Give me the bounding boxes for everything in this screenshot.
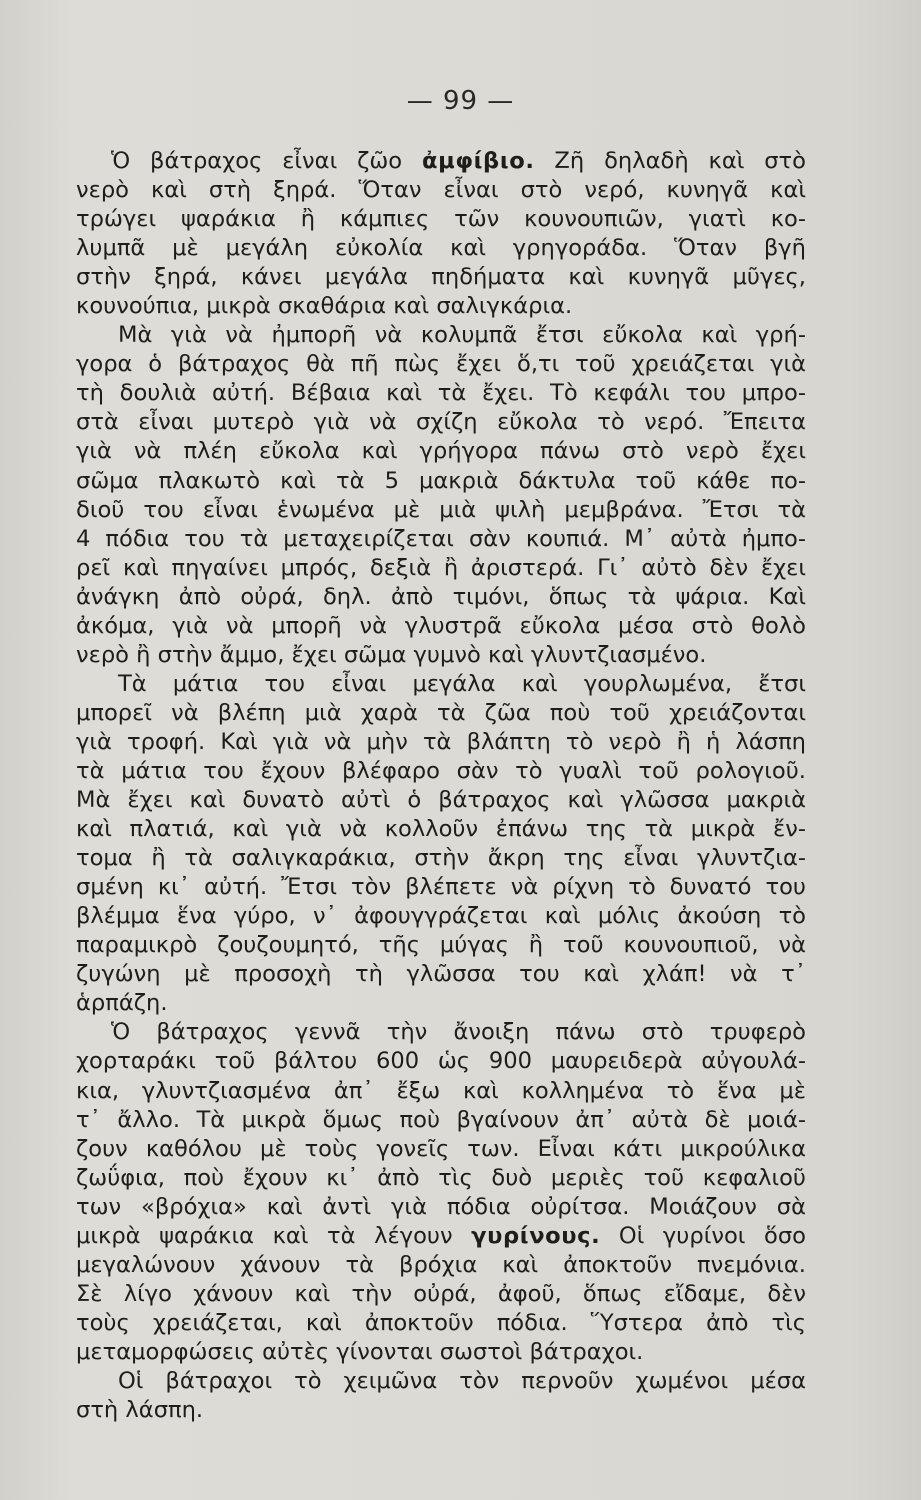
text-line: χορταράκι τοῦ βάλτου 600 ὡς 900 μαυρειδερὰ αὐγουλά-	[76, 1048, 806, 1075]
text-line: μικρὰ ψαράκια καὶ τὰ λέγουν γυρίνους. Οἱ γυρίνοι ὅσο	[76, 1222, 806, 1249]
text-line: στὰ εἶναι μυτερὸ γιὰ νὰ σχίζη εὔκολα τὸ νερό. Ἔπειτα	[76, 409, 806, 436]
text-line: 4 πόδια του τὰ μεταχειρίζεται σὰν κουπιά. Μ᾽ αὐτὰ ἠμπο-	[76, 525, 806, 552]
text-line: τομα ἢ τὰ σαλιγκαράκια, στὴν ἄκρη της εἶναι γλυντζια-	[76, 845, 806, 872]
text-line: τὴ δουλιὰ αὐτή. Βέβαια καὶ τὰ ἔχει. Τὸ κεφάλι του μπρο-	[76, 380, 806, 407]
text-line: Μὰ γιὰ νὰ ἠμπορῆ νὰ κολυμπᾶ ἔτσι εὔκολα καὶ γρή-	[118, 322, 806, 349]
text-line: ρεῖ καὶ πηγαίνει μπρός, δεξιὰ ἢ ἀριστερά. Γι᾽ αὐτὸ δὲν ἔχει	[76, 554, 806, 581]
text-line: ἁρπάζη.	[76, 990, 168, 1017]
text-line: σῶμα πλακωτὸ καὶ τὰ 5 μακριὰ δάκτυλα τοῦ κάθε πο-	[76, 467, 806, 494]
text-line: βλέμμα ἕνα γύρο, ν᾽ ἀφουγγράζεται καὶ μόλις ἀκούση τὸ	[76, 903, 806, 930]
text-line: σμένη κι᾽ αὐτή. Ἔτσι τὸν βλέπετε νὰ ρίχνη τὸ δυνατό του	[76, 874, 806, 901]
body-text	[76, 147, 806, 1425]
text-line: Ὁ βάτραχος εἶναι ζῶο ἀμφίβιο. Ζῆ δηλαδὴ καὶ στὸ	[111, 148, 806, 174]
text-line: ἀκόμα, γιὰ νὰ μπορῆ νὰ γλυστρᾶ εὔκολα μέσα στὸ θολὸ	[76, 612, 806, 639]
text-line: τὰ μάτια του ἔχουν βλέφαρο σὰν τὸ γυαλὶ τοῦ ρολογιοῦ.	[76, 757, 806, 784]
text-line: μεταμορφώσεις αὐτὲς γίνονται σωστοὶ βάτραχοι.	[76, 1338, 644, 1365]
text-line: μεγαλώνουν χάνουν τὰ βρόχια καὶ ἀποκτοῦν πνεμόνια.	[76, 1251, 806, 1278]
text-line: ζουν καθόλου μὲ τοὺς γονεῖς των. Εἶναι κάτι μικρούλικα	[76, 1135, 806, 1162]
text-line: νερὸ ἢ στὴν ἄμμο, ἔχει σῶμα γυμνὸ καὶ γλυντζιασμένο.	[76, 641, 707, 668]
text-line: στὴ λάσπη.	[76, 1397, 204, 1424]
text-line: γορα ὁ βάτραχος θὰ πῆ πὼς ἔχει ὅ,τι τοῦ χρειάζεται γιὰ	[76, 351, 806, 378]
bold-term: ἀμφίβιο.	[422, 148, 535, 174]
text-line: Μὰ ἔχει καὶ δυνατὸ αὐτὶ ὁ βάτραχος καὶ γλῶσσα μακριὰ	[76, 787, 806, 814]
text-line: στὴν ξηρά, κάνει μεγάλα πηδήματα καὶ κυνηγᾶ μῦγες,	[76, 264, 806, 291]
text-line: τοὺς χρειάζεται, καὶ ἀποκτοῦν πόδια. Ὕστερα ἀπὸ τὶς	[76, 1309, 806, 1336]
bold-term: γυρίνους.	[471, 1222, 601, 1249]
text-line: κια, γλυντζιασμένα ἀπ᾽ ἔξω καὶ κολλημένα τὸ ἕνα μὲ	[76, 1077, 806, 1104]
text-line: ζωΰφια, ποὺ ἔχουν κι᾽ ἀπὸ τὶς δυὸ μεριὲς τοῦ κεφαλιοῦ	[76, 1164, 806, 1191]
text-line: μπορεῖ νὰ βλέπη μιὰ χαρὰ τὰ ζῶα ποὺ τοῦ χρειάζονται	[76, 699, 806, 726]
text-line: τ᾽ ἄλλο. Τὰ μικρὰ ὅμως ποὺ βγαίνουν ἀπ᾽ αὐτὰ δὲ μοιά-	[76, 1106, 806, 1133]
text-line: κουνούπια, μικρὰ σκαθάρια καὶ σαλιγκάρια.	[76, 293, 573, 320]
text-line: καὶ πλατιά, καὶ γιὰ νὰ κολλοῦν ἐπάνω της τὰ μικρὰ ἔν-	[76, 816, 806, 843]
text-line: παραμικρὸ ζουζουμητό, τῆς μύγας ἢ τοῦ κουνουπιοῦ, νὰ	[76, 932, 806, 959]
page-number: — 99 —	[406, 86, 515, 116]
text-line: λυμπᾶ μὲ μεγάλη εὐκολία καὶ γρηγοράδα. Ὅταν βγῆ	[76, 235, 806, 262]
text-line: γιὰ νὰ πλέη εὔκολα καὶ γρήγορα πάνω στὸ νερὸ ἔχει	[76, 438, 806, 465]
text-line: γιὰ τροφή. Καὶ γιὰ νὰ μὴν τὰ βλάπτη τὸ νερὸ ἢ ἡ λάσπη	[76, 728, 806, 755]
text-line: Σὲ λίγο χάνουν καὶ τὴν οὐρά, ἀφοῦ, ὅπως εἴδαμε, δὲν	[76, 1280, 806, 1307]
text-line: ἀνάγκη ἀπὸ οὐρά, δηλ. ἀπὸ τιμόνι, ὅπως τὰ ψάρια. Καὶ	[76, 583, 806, 610]
text-line: τρώγει ψαράκια ἢ κάμπιες τῶν κουνουπιῶν, γιατὶ κο-	[76, 206, 806, 233]
text-line: νερὸ καὶ στὴ ξηρά. Ὅταν εἶναι στὸ νερό, κυνηγᾶ καὶ	[76, 177, 806, 204]
text-line: Οἱ βάτραχοι τὸ χειμῶνα τὸν περνοῦν χωμένοι μέσα	[118, 1367, 806, 1394]
text-line: ζυγώνη μὲ προσοχὴ τὴ γλῶσσα του καὶ χλάπ! νὰ τ᾽	[76, 961, 806, 988]
text-line: Τὰ μάτια του εἶναι μεγάλα καὶ γουρλωμένα, ἔτσι	[118, 670, 806, 697]
text-line: διοῦ του εἶναι ἑνωμένα μὲ μιὰ ψιλὴ μεμβράνα. Ἔτσι τὰ	[76, 496, 806, 523]
text-line: των «βρόχια» καὶ ἀντὶ γιὰ πόδια οὐρίτσα. Μοιάζουν σὰ	[76, 1193, 806, 1220]
text-line: Ὁ βάτραχος γεννᾶ τὴν ἄνοιξη πάνω στὸ τρυφερὸ	[111, 1019, 806, 1046]
